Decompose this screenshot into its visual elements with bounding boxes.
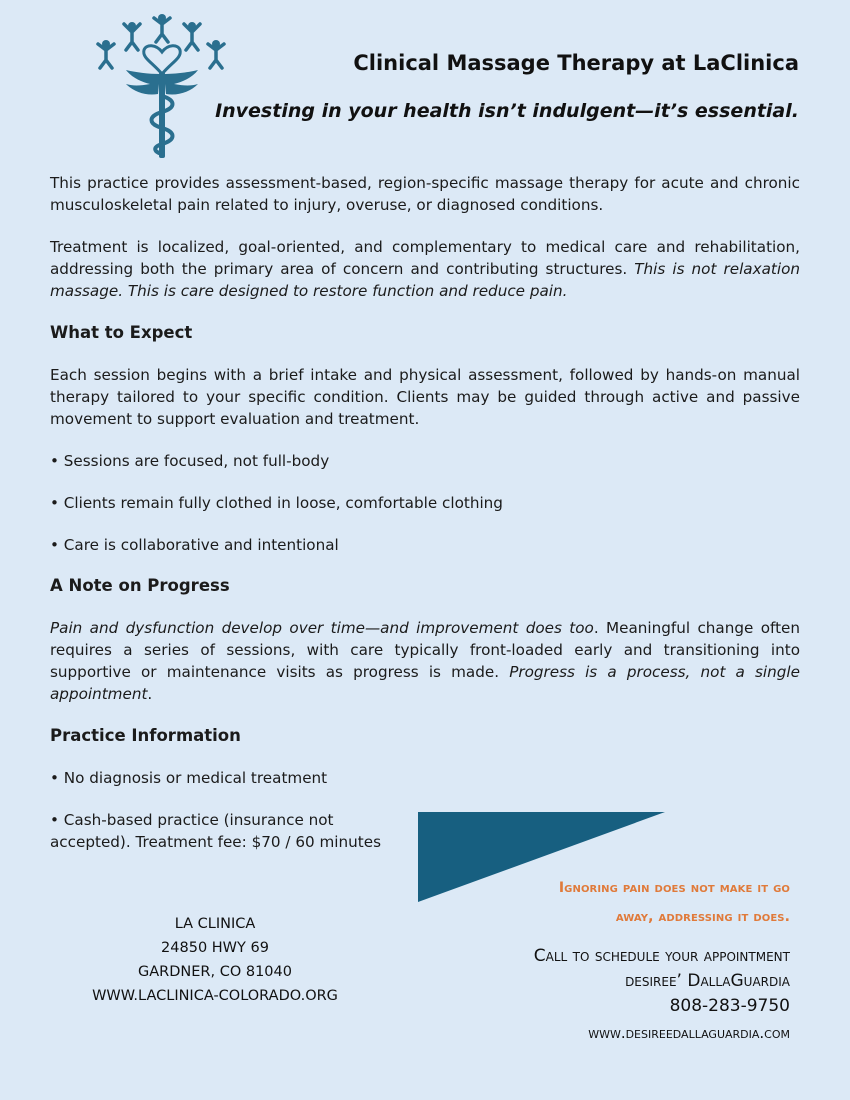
expect-bullet: • Care is collaborative and intentional: [50, 536, 339, 554]
expect-bullet: • Sessions are focused, not full-body: [50, 452, 330, 470]
intro-paragraph: This practice provides assessment-based, region-specific massage therapy for acute and chronic musculoskeletal pain related to injury, overuse, or diagnosed conditions.: [50, 174, 800, 214]
page-title: Clinical Massage Therapy at LaClinica: [353, 51, 799, 75]
heart-icon: [144, 46, 181, 74]
slogan-line: Ignoring pain does not make it go: [558, 880, 790, 896]
treatment-paragraph: [50, 236, 800, 302]
expect-bullet: • Clients remain fully clothed in loose, comfortable clothing: [50, 494, 503, 512]
phone-number[interactable]: 808-283-9750: [669, 996, 790, 1016]
main-content: [50, 172, 800, 853]
practice-bullet-fee: • Cash-based practice (insurance not accepted). Treatment fee: $70 / 60 minutes: [50, 811, 381, 851]
progress-end: .: [147, 685, 153, 703]
progress-italic-text: Progress is a process, not a single appointment: [50, 663, 800, 703]
person-figure-icon: [154, 14, 170, 42]
progress-paragraph: [50, 617, 800, 705]
therapist-name: desiree’ DallaGuardia: [625, 971, 790, 991]
treatment-italic-text: This is not relaxation massage. This is care designed to restore function and reduce pain.: [50, 260, 800, 300]
tagline: Investing in your health isn’t indulgent—it’s essential.: [215, 100, 799, 122]
expect-paragraph: Each session begins with a brief intake and physical assessment, followed by hands-on manual therapy tailored to your specific condition. Clients may be guided through active and passive movement to support evaluation and treatment.: [50, 366, 800, 428]
slogan: [450, 874, 790, 932]
therapist-website-link[interactable]: www.desireedallaguardia.com: [588, 1024, 790, 1042]
clinic-city: GARDNER, CO 81040: [138, 964, 292, 980]
clinic-street: 24850 HWY 69: [161, 940, 269, 956]
person-figure-icon: [98, 40, 114, 68]
person-figure-icon: [208, 40, 224, 68]
section-heading-practice: Practice Information: [50, 726, 241, 745]
person-figure-icon: [124, 22, 140, 50]
slogan-line: away, addressing it does.: [615, 909, 790, 925]
call-to-action: Call to schedule your appointment: [533, 946, 790, 966]
section-heading-expect: What to Expect: [50, 323, 193, 342]
section-heading-progress: A Note on Progress: [50, 576, 230, 595]
treatment-text: Treatment is localized, goal-oriented, and complementary to medical care and rehabilitation, addressing both the primary area of concern and contributing structures.: [50, 238, 800, 278]
laclinica-logo-icon: [92, 12, 232, 162]
clinic-address: [70, 912, 360, 1008]
contact-block: [410, 944, 790, 1046]
practice-bullet: • No diagnosis or medical treatment: [50, 769, 328, 787]
clinic-website-link[interactable]: WWW.LACLINICA-COLORADO.ORG: [92, 988, 338, 1004]
clinic-name: LA CLINICA: [174, 916, 256, 932]
person-figure-icon: [184, 22, 200, 50]
progress-text: . Meaningful change often requires a series of sessions, with care typically front-loaded early and transitioning into supportive or maintenance visits as progress is made.: [50, 619, 800, 681]
progress-italic-text: Pain and dysfunction develop over time—and improvement does too: [50, 619, 594, 637]
